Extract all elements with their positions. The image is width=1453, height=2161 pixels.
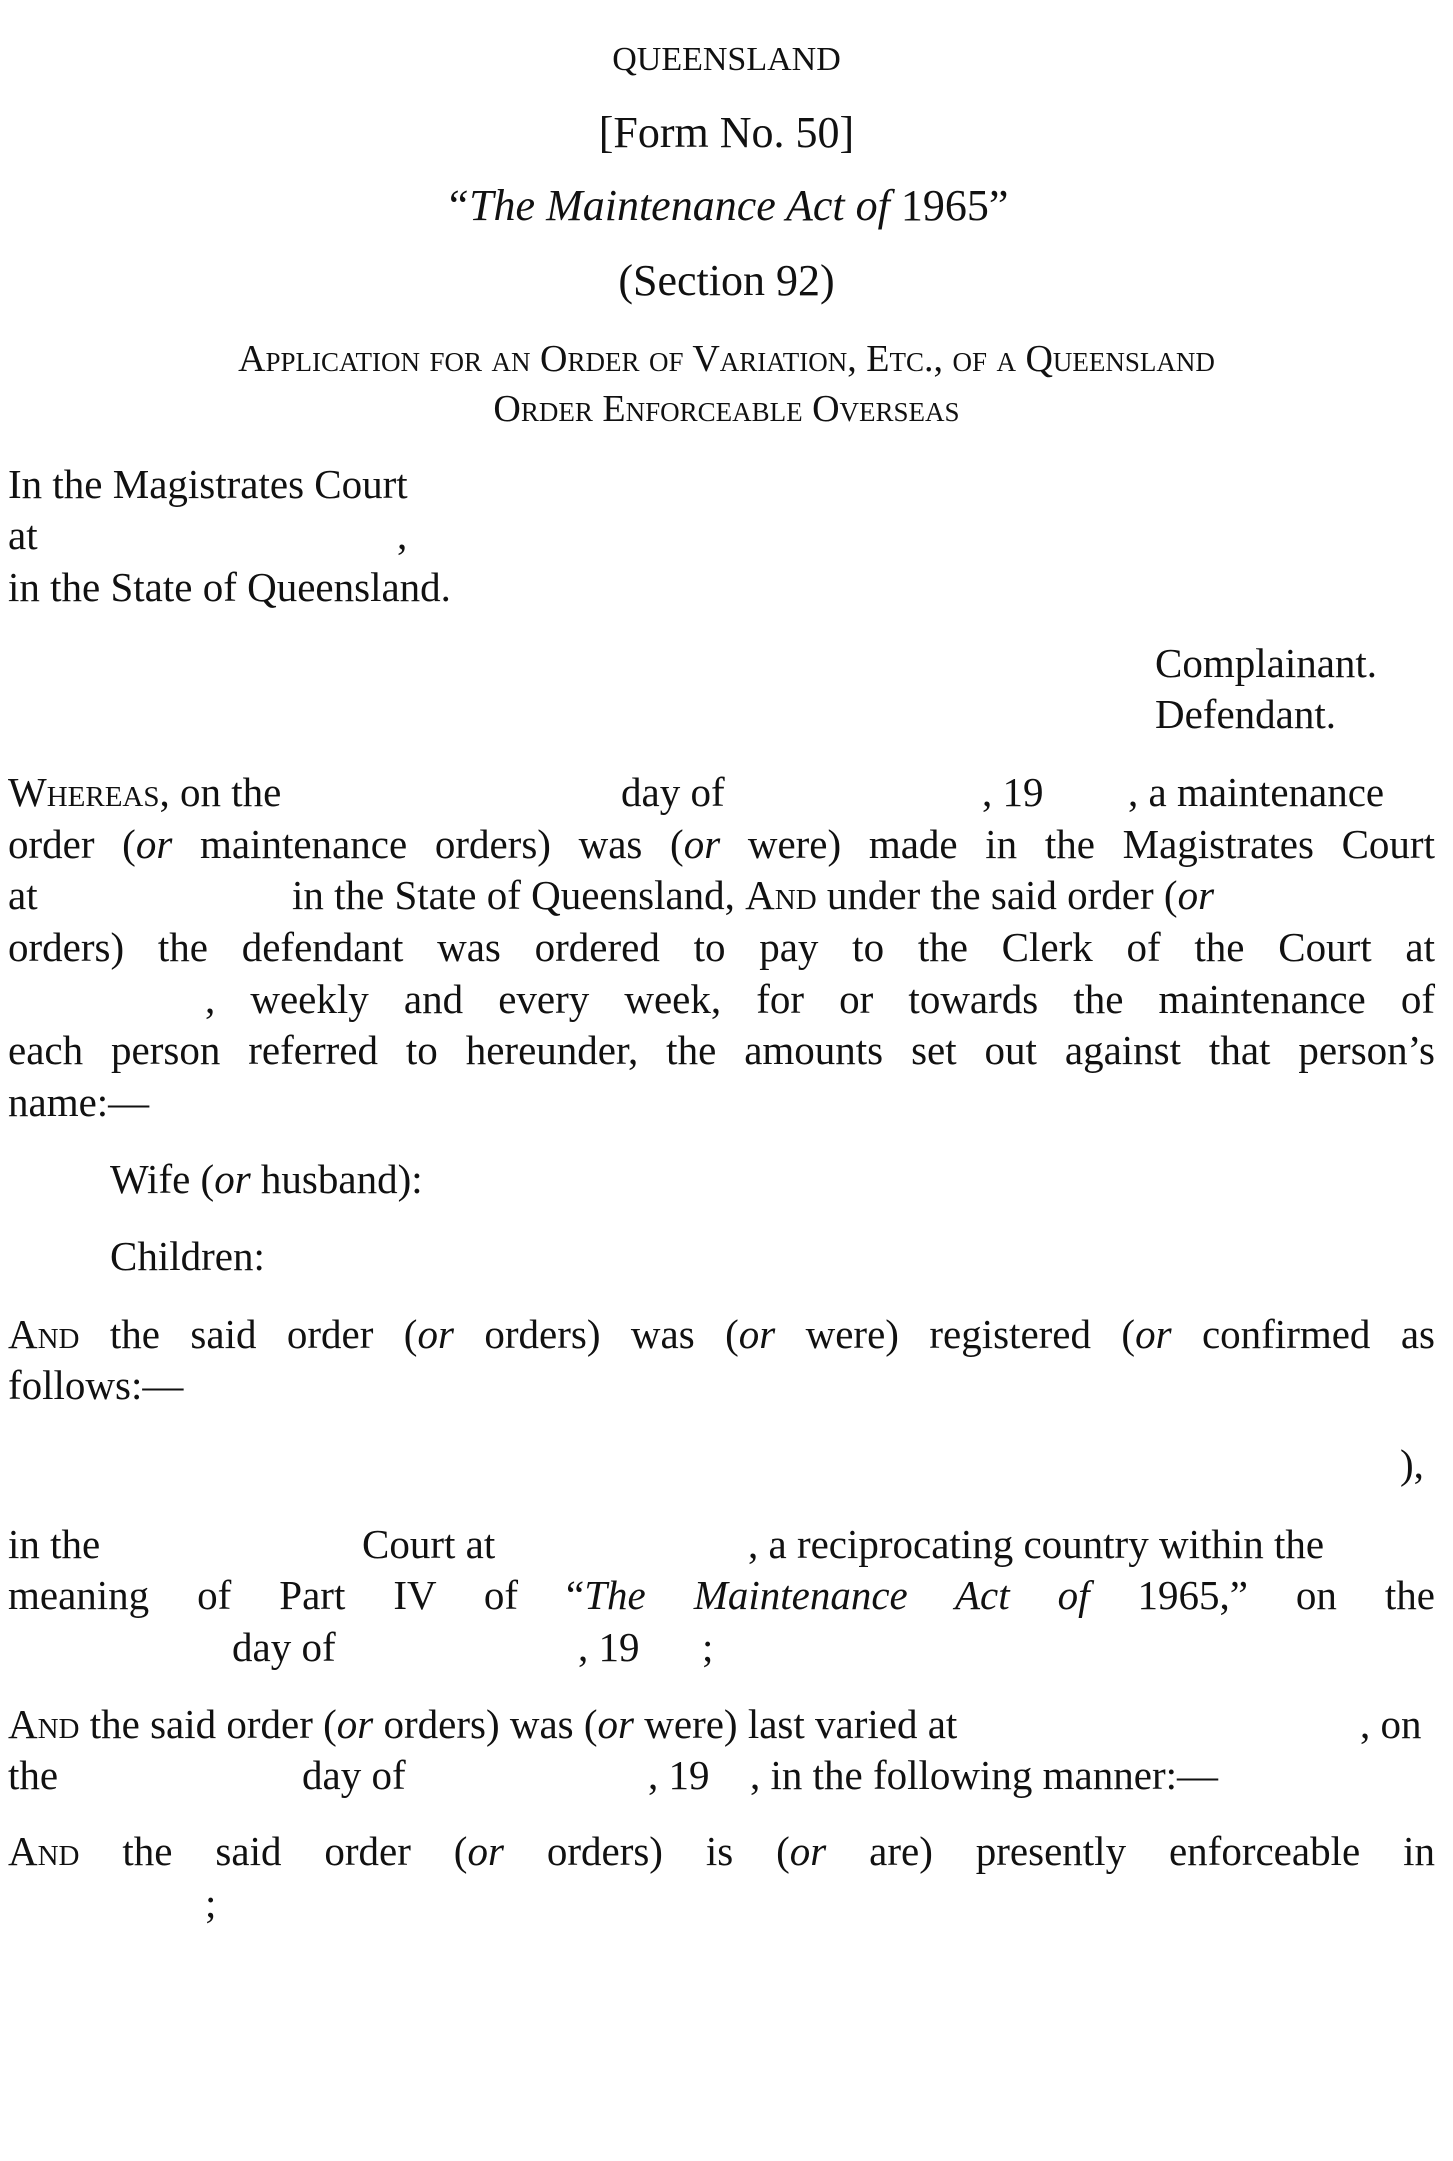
- para3-line2: meaning of Part IV of “The Maintenance Act of 1965,” on the: [8, 1572, 1436, 1618]
- court-line-2: at: [8, 512, 38, 558]
- para1-line4: orders) the defendant was ordered to pay to the Clerk of the Court at: [8, 924, 1435, 970]
- para2-close-paren: ),: [1400, 1441, 1424, 1487]
- para1-line1-year: , 19: [982, 769, 1044, 815]
- form-heading-line-1: Application for an Order of Variation, Etc., of a Queensland: [238, 338, 1215, 380]
- para1-line7: name:—: [8, 1079, 150, 1125]
- para5-line2-semicolon: ;: [205, 1880, 217, 1926]
- form-number: [Form No. 50]: [598, 108, 855, 157]
- act-title-italic: “The Maintenance Act of: [444, 181, 890, 230]
- para3-line3-semicolon: ;: [702, 1624, 714, 1670]
- para1-line1-day-of: day of: [621, 769, 725, 815]
- para1-line6: each person referred to hereunder, the amounts set out against that person’s: [8, 1027, 1435, 1073]
- act-title: [0, 181, 1453, 231]
- section-reference: (Section 92): [618, 256, 835, 305]
- para1-line2: order (or maintenance orders) was (or were) made in the Magistrates Court: [8, 821, 1435, 867]
- court-line-1: In the Magistrates Court: [8, 461, 408, 507]
- form-heading-line-2: Order Enforceable Overseas: [493, 388, 960, 430]
- court-line-3: in the State of Queensland.: [8, 564, 451, 610]
- para2-line1: And the said order (or orders) was (or were) registered (or confirmed as: [8, 1311, 1436, 1357]
- children-label: Children:: [110, 1233, 265, 1279]
- para1-line1-whereas: Whereas, on the: [8, 769, 282, 815]
- para1-line5: , weekly and every week, for or towards the maintenance of: [205, 976, 1435, 1022]
- para1-line3-rest: in the State of Queensland, And under the said order (or: [292, 872, 1215, 918]
- para5-line1: And the said order (or orders) is (or are) presently enforceable in: [8, 1828, 1435, 1874]
- whereas-word: Whereas: [8, 769, 160, 815]
- para3-line1-in-the: in the: [8, 1521, 101, 1567]
- para3-line1-reciprocating: , a reciprocating country within the: [748, 1521, 1325, 1567]
- wife-husband-label: Wife (or husband):: [110, 1156, 423, 1202]
- para2-line2: follows:—: [8, 1362, 184, 1408]
- court-line-2-comma: ,: [397, 512, 408, 558]
- jurisdiction-title: QUEENSLAND: [612, 41, 841, 78]
- para4-line2-year: , 19: [648, 1752, 710, 1798]
- defendant-label: Defendant.: [1155, 691, 1336, 737]
- para3-line1-court-at: Court at: [362, 1521, 496, 1567]
- para3-line3-day-of: day of: [232, 1624, 336, 1670]
- para1-line3-at: at: [8, 872, 38, 918]
- act-title-year: 1965”: [889, 181, 1009, 230]
- para4-line1-on: , on: [1360, 1701, 1422, 1747]
- para4-line1: And the said order (or orders) was (or were) last varied at: [8, 1701, 958, 1747]
- para4-line2-the: the: [8, 1752, 59, 1798]
- para4-line2-manner: , in the following manner:—: [750, 1752, 1218, 1798]
- para1-line1-maintenance: , a maintenance: [1128, 769, 1385, 815]
- para4-line2-day-of: day of: [302, 1752, 406, 1798]
- complainant-label: Complainant.: [1155, 640, 1378, 686]
- para3-line3-year: , 19: [578, 1624, 640, 1670]
